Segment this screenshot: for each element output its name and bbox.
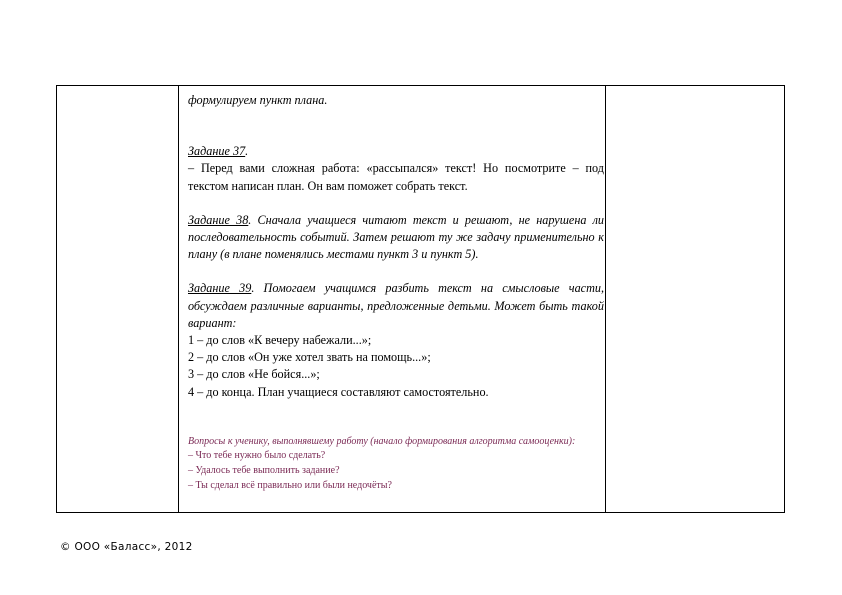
task-38-label: Задание 38 [188,212,249,227]
list-item: 4 – до конца. План учащиеся составляют самостоятельно. [188,384,489,399]
question-item: – Удалось тебе выполнить задание? [188,465,340,477]
column-divider-1 [178,86,179,512]
question-item: – Ты сделал всё правильно или были недочёты? [188,479,392,491]
column-divider-2 [605,86,606,512]
list-item: 3 – до слов «Не бойся...»; [188,367,320,382]
lesson-content-cell [188,92,604,493]
task-37-label: Задание 37 [188,144,246,159]
copyright-footer: © ООО «Баласс», 2012 [60,541,193,553]
list-item: 2 – до слов «Он уже хотел звать на помощь...»; [188,350,431,365]
task-37: Задание 37. [188,144,249,159]
plan-line: формулируем пункт плана. [188,93,328,107]
task-38: Задание 38. Сначала учащиеся читают текст и решают, не нарушена ли последовательность событий. Затем решают ту же задачу применительно к плану (в плане поменялись местами пункт 3 и пункт 5). [188,212,605,262]
question-item: – Что тебе нужно было сделать? [188,450,326,462]
list-item: 1 – до слов «К вечеру набежали...»; [188,333,372,348]
task-37-text: – Перед вами сложная работа: «рассыпался» текст! Но посмотрите – под текстом написан план. Он вам поможет собрать текст. [188,161,604,193]
lesson-table [56,85,785,513]
task-39: Задание 39. Помогаем учащимся разбить текст на смысловые части, обсуждаем различные варианты, предложенные детьми. Может быть такой вариант: [188,281,605,330]
task-39-text: Помогаем учащимся разбить текст на смысловые части, обсуждаем различные варианты, предложенные детьми. Может быть такой вариант: [188,281,605,330]
task-38-text: Сначала учащиеся читают текст и решают, не нарушена ли последовательность событий. Затем решают ту же задачу применительно к плану (в плане поменялись местами пункт 3 и пункт 5). [188,212,605,262]
task-39-label: Задание 39 [188,281,252,296]
questions-heading: Вопросы к ученику, выполнявшему работу (начало формирования алгоритма самооценки): [188,435,576,447]
